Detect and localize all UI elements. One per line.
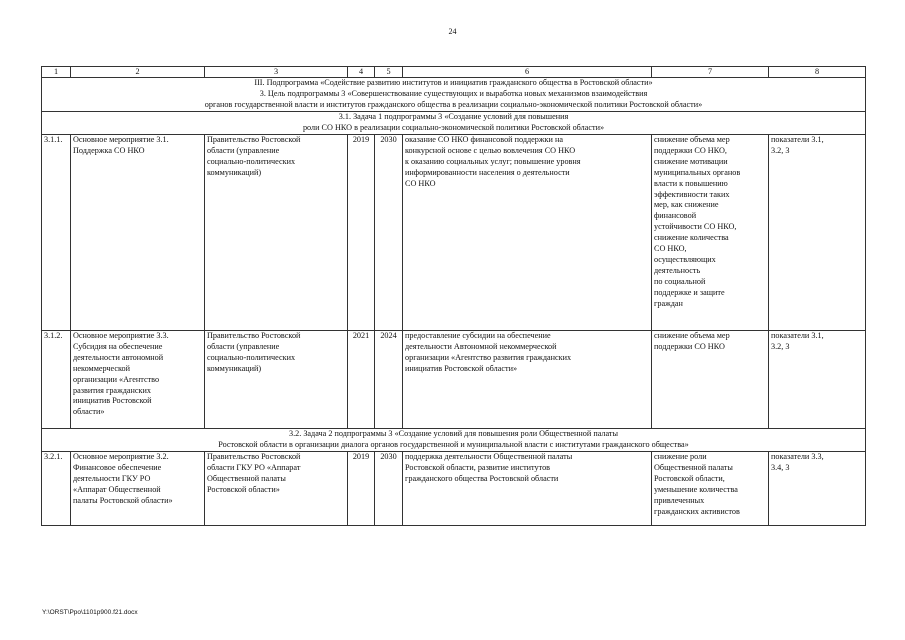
row-code: 3.2.1. xyxy=(42,452,71,526)
column-number-row xyxy=(42,67,866,78)
table-row xyxy=(42,331,866,429)
table-row xyxy=(42,135,866,331)
row-result: оказание СО НКО финансовой поддержки на конкурсной основе с целью вовлечения СО НКО к оказанию социальных услуг; повышение уровня информированности населения о деятельности СО НКО xyxy=(403,135,652,331)
footer-file-path: Y:\ORST\Ppo\1101p900.f21.docx xyxy=(42,609,138,616)
column-number: 7 xyxy=(652,67,769,78)
row-consequences: снижение объема мер поддержки СО НКО xyxy=(652,331,769,429)
column-number: 1 xyxy=(42,67,71,78)
row-consequences: снижение роли Общественной палаты Ростовской области, уменьшение количества привлеченных гражданских активистов xyxy=(652,452,769,526)
column-number: 3 xyxy=(205,67,348,78)
row-indicators: показатели 3.1, 3.2, 3 xyxy=(769,331,866,429)
row-executor: Правительство Ростовской области (управление социально-политических коммуникаций) xyxy=(205,331,348,429)
row-measure: Основное мероприятие 3.3. Субсидия на обеспечение деятельности автономной некоммерческой организации «Агентство развития гражданских инициатив Ростовской области» xyxy=(71,331,205,429)
row-indicators: показатели 3.1, 3.2, 3 xyxy=(769,135,866,331)
row-executor: Правительство Ростовской области (управление социально-политических коммуникаций) xyxy=(205,135,348,331)
row-end-year: 2030 xyxy=(375,452,403,526)
row-indicators: показатели 3.3, 3.4, 3 xyxy=(769,452,866,526)
column-number: 5 xyxy=(375,67,403,78)
task-1-title: 3.1. Задача 1 подпрограммы 3 «Создание условий для повышения роли СО НКО в реализации социально-экономической политики Ростовской области» xyxy=(42,112,866,135)
column-number: 4 xyxy=(348,67,375,78)
row-result: предоставление субсидии на обеспечение деятельности Автономной некоммерческой организации «Агентство развития гражданских инициатив Ростовской области» xyxy=(403,331,652,429)
program-table xyxy=(41,66,866,526)
task-row xyxy=(42,429,866,452)
row-end-year: 2024 xyxy=(375,331,403,429)
row-start-year: 2019 xyxy=(348,135,375,331)
row-start-year: 2019 xyxy=(348,452,375,526)
subprogram-header-row xyxy=(42,78,866,112)
column-number: 2 xyxy=(71,67,205,78)
row-result: поддержка деятельности Общественной палаты Ростовской области, развитие институтов гражданского общества Ростовской области xyxy=(403,452,652,526)
table-row xyxy=(42,452,866,526)
row-measure: Основное мероприятие 3.1. Поддержка СО НКО xyxy=(71,135,205,331)
subprogram-header: III. Подпрограмма «Содействие развитию институтов и инициатив гражданского общества в Ростовской области» 3. Цель подпрограммы 3 «Совершенствование существующих и выработка новых механизмов взаимодействия органов государственной власти и институтов гражданского общества в реализации социально-экономической политики Ростовской области» xyxy=(42,78,866,112)
row-end-year: 2030 xyxy=(375,135,403,331)
page-number: 24 xyxy=(448,27,457,36)
row-code: 3.1.1. xyxy=(42,135,71,331)
column-number: 8 xyxy=(769,67,866,78)
row-executor: Правительство Ростовской области ГКУ РО «Аппарат Общественной палаты Ростовской области» xyxy=(205,452,348,526)
task-row xyxy=(42,112,866,135)
row-consequences: снижение объема мер поддержки СО НКО, снижение мотивации муниципальных органов власти к повышению эффективности таких мер, как снижение финансовой устойчивости СО НКО, снижение количества СО НКО, осуществляющих деятельность по социальной поддержке и защите граждан xyxy=(652,135,769,331)
row-code: 3.1.2. xyxy=(42,331,71,429)
task-2-title: 3.2. Задача 2 подпрограммы 3 «Создание условий для повышения роли Общественной палаты Ростовской области в организации диалога органов государственной и муниципальной власти с институтами гражданского общества» xyxy=(42,429,866,452)
row-measure: Основное мероприятие 3.2. Финансовое обеспечение деятельности ГКУ РО «Аппарат Общественной палаты Ростовской области» xyxy=(71,452,205,526)
column-number: 6 xyxy=(403,67,652,78)
row-start-year: 2021 xyxy=(348,331,375,429)
